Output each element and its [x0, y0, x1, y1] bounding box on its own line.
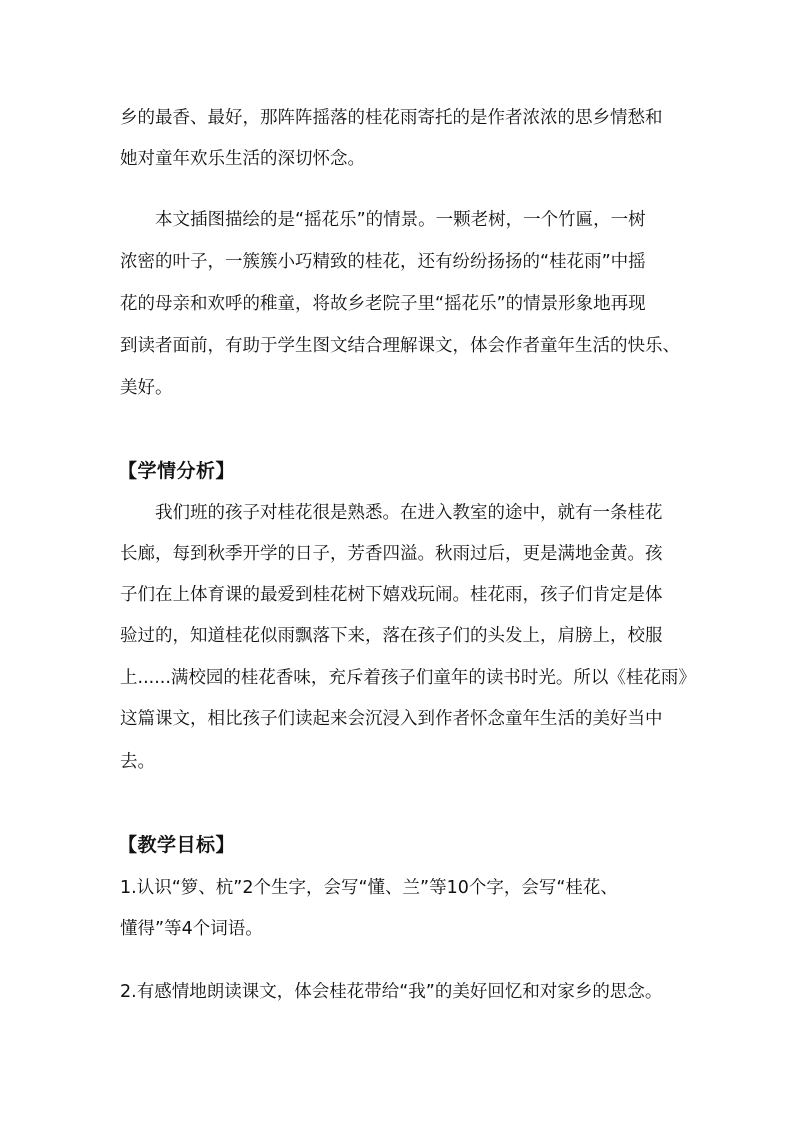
paragraph-line: 浓密的叶子，一簇簇小巧精致的桂花，还有纷纷扬扬的“桂花雨”中摇: [120, 252, 646, 272]
paragraph-line: 她对童年欢乐生活的深切怀念。: [120, 149, 365, 169]
paragraph-line: 美好。: [120, 378, 173, 398]
paragraph-line: 花的母亲和欢呼的稚童，将故乡老院子里“摇花乐”的情景形象地再现: [120, 294, 646, 314]
goal-line: 懂得”等4个词语。: [120, 919, 263, 939]
section-heading-teaching-goals: 【教学目标】: [118, 834, 236, 856]
goal-line: 2.有感情地朗读课文，体会桂花带给“我”的美好回忆和对家乡的思念。: [120, 982, 663, 1002]
paragraph-line: 去。: [120, 752, 155, 772]
paragraph-line: 子们在上体育课的最爱到桂花树下嬉戏玩闹。桂花雨，孩子们肯定是体: [120, 585, 663, 605]
goal-line: 1.认识“箩、杭”2个生字，会写“懂、兰”等10个字，会写“桂花、: [120, 878, 618, 898]
paragraph-line: 这篇课文，相比孩子们读起来会沉浸入到作者怀念童年生活的美好当中: [120, 709, 663, 729]
paragraph-line: 我们班的孩子对桂花很是熟悉。在进入教室的途中，就有一条桂花: [155, 503, 663, 523]
paragraph-line: 乡的最香、最好，那阵阵摇落的桂花雨寄托的是作者浓浓的思乡情愁和: [120, 108, 663, 128]
paragraph-line: 上......满校园的桂花香味，充斥着孩子们童年的读书时光。所以《桂花雨》: [120, 668, 696, 688]
paragraph-line: 长廊，每到秋季开学的日子，芳香四溢。秋雨过后，更是满地金黄。孩: [120, 544, 663, 564]
paragraph-line: 到读者面前，有助于学生图文结合理解课文，体会作者童年生活的快乐、: [120, 336, 680, 356]
paragraph-line: 本文插图描绘的是“摇花乐”的情景。一颗老树，一个竹匾，一树: [155, 210, 646, 230]
paragraph-line: 验过的，知道桂花似雨飘落下来，落在孩子们的头发上，肩膀上，校服: [120, 626, 663, 646]
section-heading-learning-analysis: 【学情分析】: [118, 460, 236, 482]
